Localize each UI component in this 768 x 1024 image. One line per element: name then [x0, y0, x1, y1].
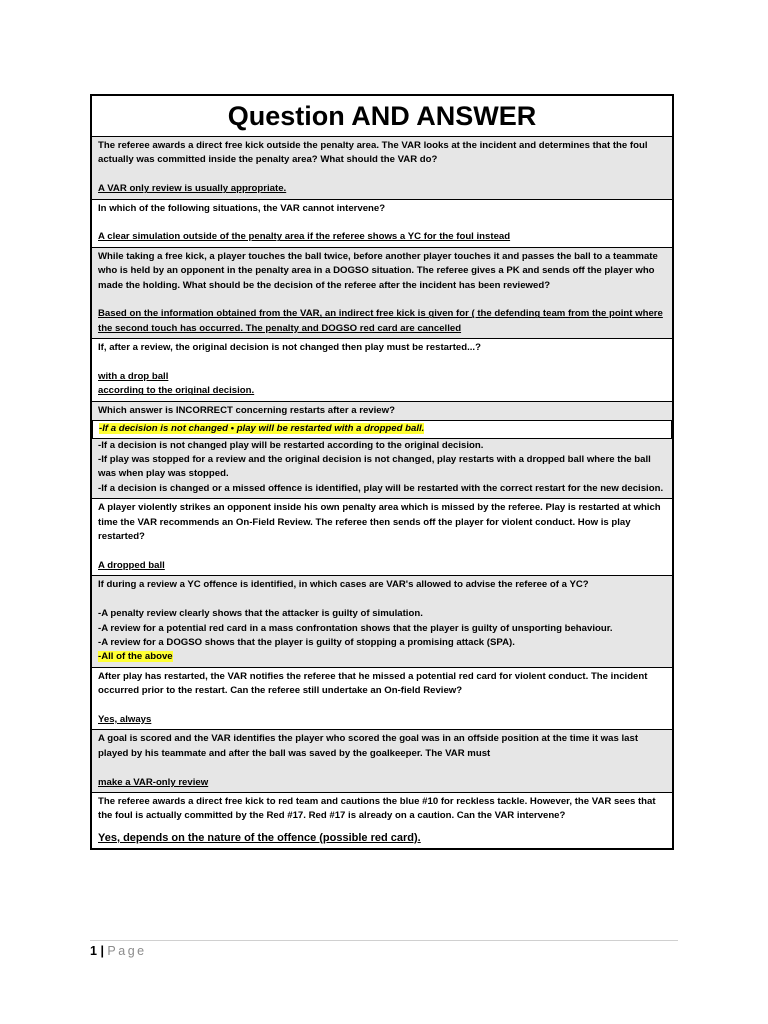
option-5-2: -If play was stopped for a review and the original decision is not changed, play restarts with a dropped ball where the ball was when play was stopped.: [98, 454, 651, 480]
question-4: If, after a review, the original decision is not changed then play must be restarted...?: [98, 342, 481, 354]
answer-10: Yes, depends on the nature of the offence (possible red card).: [98, 831, 421, 844]
question-1: The referee awards a direct free kick outside the penalty area. The VAR looks at the incident and determines that the foul actually was committed inside the penalty area? What should the VAR do?: [98, 140, 648, 166]
answer-3: Based on the information obtained from the VAR, an indirect free kick is given for ( the defending team from the point where the second touch has occurred. The penalty and DOGSO red card are cancelled: [98, 308, 663, 334]
answer-8: Yes, always: [98, 713, 152, 725]
option-7-1: -A penalty review clearly shows that the attacker is guilty of simulation.: [98, 608, 423, 620]
highlighted-option-box: [92, 420, 672, 438]
answer-7: -All of the above: [98, 651, 173, 663]
question-10: The referee awards a direct free kick to red team and cautions the blue #10 for reckless tackle. However, the VAR sees that the foul is actually committed by the Red #17. Red #17 is already on a caution. Can the VAR intervene?: [98, 795, 656, 822]
question-2: In which of the following situations, the VAR cannot intervene?: [98, 202, 386, 214]
question-5: Which answer is INCORRECT concerning restarts after a review?: [98, 404, 395, 416]
answer-4a: with a drop ball: [98, 371, 169, 383]
page-number: 1: [90, 944, 97, 958]
question-7: If during a review a YC offence is identified, in which cases are VAR's allowed to advise the referee of a YC?: [98, 579, 589, 591]
qa-row-2: [92, 200, 672, 248]
question-6: A player violently strikes an opponent inside his own penalty area which is missed by the referee. Play is restarted at which time the VAR recommends an On-Field Review. The referee then sends off the player for violent conduct. How is play restarted?: [98, 502, 661, 543]
answer-9: make a VAR-only review: [98, 776, 209, 788]
question-9: A goal is scored and the VAR identifies the player who scored the goal was in an offside position at the time it was last played by his teammate and after the ball was saved by the goalkeeper. The VAR must: [98, 733, 639, 759]
answer-4b: according to the original decision.: [98, 385, 255, 397]
answer-1: A VAR only review is usually appropriate.: [98, 183, 287, 195]
qa-row-4: [92, 339, 672, 402]
qa-row-7: [92, 576, 672, 667]
footer-divider: [90, 940, 678, 941]
qa-row-10: [92, 793, 672, 848]
question-8: After play has restarted, the VAR notifies the referee that he missed a potential red card for violent conduct. The incident occurred prior to the restart. Can the referee still undertake an On-field Review?: [98, 670, 648, 697]
page-footer: [90, 944, 147, 958]
page-label: Page: [107, 944, 147, 958]
option-7-3: -A review for a DOGSO shows that the player is guilty of stopping a promising attack (SPA).: [98, 636, 515, 648]
qa-row-1: [92, 137, 672, 200]
qa-row-3: [92, 248, 672, 339]
qa-row-9: [92, 730, 672, 793]
qa-row-8: [92, 668, 672, 731]
answer-5-highlight: -If a decision is not changed • play will be restarted with a dropped ball.: [99, 423, 425, 435]
answer-6: A dropped ball: [98, 559, 165, 571]
answer-2: A clear simulation outside of the penalty area if the referee shows a YC for the foul instead: [98, 231, 511, 243]
qa-row-5: [92, 402, 672, 499]
option-5-3: -If a decision is changed or a missed offence is identified, play will be restarted with the correct restart for the new decision.: [98, 482, 664, 494]
page-title: Question AND ANSWER: [92, 96, 672, 137]
option-7-2: -A review for a potential red card in a mass confrontation shows that the player is guilty of unsporting behaviour.: [98, 622, 613, 634]
question-3: While taking a free kick, a player touches the ball twice, before another player touches it and passes the ball to a teammate who is held by an opponent in the penalty area in a DOGSO situation. The referee gives a PK and sends off the player who made the holding. What should be the decision of the referee after the incident has been reviewed?: [98, 250, 658, 291]
footer-separator: |: [100, 944, 104, 958]
qa-row-6: [92, 499, 672, 576]
option-5-1: -If a decision is not changed play will be restarted according to the original decision.: [98, 439, 484, 451]
qa-table: [90, 94, 674, 850]
